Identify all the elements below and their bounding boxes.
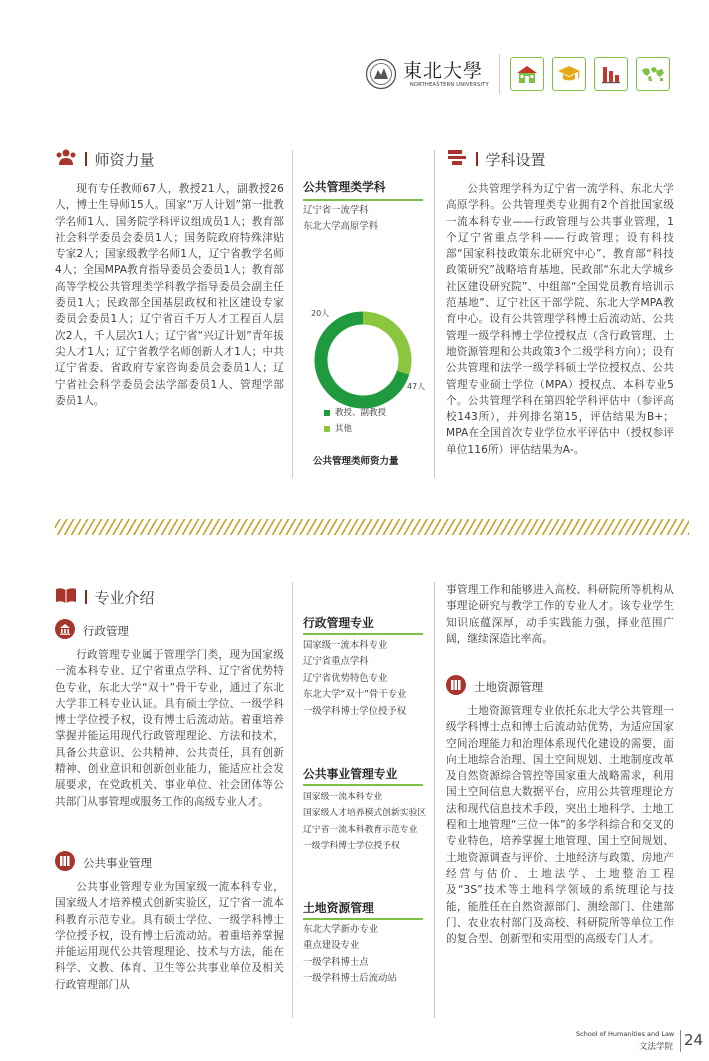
bar-chart-icon [594, 57, 628, 91]
legend-label: 其他 [335, 424, 353, 434]
side-box-land-title: 土地资源管理 [303, 901, 374, 915]
faculty-title: 师资力量 [94, 150, 155, 169]
list-item: 东北大学“双十”骨干专业 [303, 689, 407, 701]
admin-title: 行政管理 [83, 623, 129, 638]
faculty-section-heading [55, 148, 155, 170]
admin-heading [55, 619, 129, 642]
land-title: 土地资源管理 [474, 679, 543, 694]
government-icon [55, 619, 75, 642]
graduation-cap-icon [552, 57, 586, 91]
faculty-text [55, 181, 284, 409]
admin-paragraph: 行政管理专业属于管理学门类，现为国家级一流本科专业、辽宁省重点学科、辽宁省优势特色专业，东北大学“双十”骨干专业，通过了东北大学非工科专业认证。具有硕士学位、一级学科博士学位授予权，设有博士后流动站。着重培养掌握并能运用现代行政管理理论、方法和技术，具备公共意识、公共精神、公共责任，具有创新精神、创业意识和创新创业能力，能适应社会发展要求，在党政机关、事业单位、社会团体等公共部门从事管理或服务工作的高级专业人才。 [55, 649, 284, 808]
land-text [446, 703, 674, 947]
public-affairs-title: 公共事业管理 [83, 855, 152, 870]
page-number: 24 [684, 1031, 704, 1049]
header-divider [499, 54, 500, 94]
university-logo-en: NORTHEASTERN UNIVERSITY [410, 82, 489, 88]
list-item: 国家级一流本科专业 [303, 792, 383, 802]
pie-slice-others [363, 318, 405, 373]
people-icon [55, 148, 77, 170]
discipline-section-heading [446, 148, 546, 170]
public-mgmt-box-list [303, 203, 378, 236]
books-icon [446, 675, 466, 698]
side-box-public-affairs-title: 公共事业管理专业 [303, 767, 398, 781]
public-affairs-text [55, 879, 284, 993]
public-affairs-heading [55, 851, 152, 874]
footer-divider [680, 1030, 681, 1052]
green-underline [303, 633, 423, 635]
side-box-admin-list [303, 638, 406, 720]
column-divider [292, 582, 293, 1018]
public-affairs-continued-text [446, 582, 674, 647]
list-item: 辽宁省优势特色专业 [303, 672, 388, 684]
side-box-admin-title: 行政管理专业 [303, 616, 374, 630]
green-underline [303, 784, 423, 786]
discipline-title: 学科设置 [485, 150, 546, 169]
list-item: 一级学科博士学位授予权 [303, 841, 400, 852]
footer-school-en: School of Humanities and Law [576, 1030, 675, 1038]
majors-section-heading [55, 586, 155, 608]
list-item: 一级学科博士学位授予权 [303, 705, 407, 717]
pie-value-label-others: 20人 [311, 309, 330, 318]
discipline-paragraph: 公共管理学科为辽宁省一流学科、东北大学高原学科。公共管理类专业拥有2个首批国家级一流本科专业——行政管理与公共事业管理，1个辽宁省重点学科——行政管理；设有科技部“国家科技政策东北研究中心”、教育部“科技政策研究”战略培育基地、民政部“东北大学城乡社区建设研究院”、中组部“全国党员教育培训示范基地”、辽宁社区干部学院、东北大学MPA教育中心。设有公共管理学科博士后流动站、公共管理一级学科博士学位授权点（含行政管理、土地资源管理和公共政策3个二级学科方向）；设有公共管理和法学一级学科硕士学位授权点、公共管理专业硕士学位（MPA）授权点、本科专业5个。公共管理学科在第四轮学科评估中（参评高校143所），并列排名第15，评估结果为B+；MPA在全国首次专业学位水平评估中（授权参评单位116所）评估结果为A-。 [446, 183, 674, 456]
university-seal-icon [365, 58, 397, 90]
open-book-icon [55, 586, 77, 608]
land-paragraph: 土地资源管理专业依托东北大学公共管理一级学科博士点和博士后流动站优势，为适应国家空间治理能力和治理体系现代化建设的需要，面向土地综合治理、国土空间规划、土地制度改革及自然资源综合管控等国家重大战略需求，利用国土空间信息大数据平台，应用公共管理理论方法和现代信息技术手段，突出土地科学、土地工程和土地管理“三位一体”的多学科综合和交叉的专业特色，培养掌握土地管理、国土空间规划、土地资源调查与评价、土地经济与政策、房地产经营与估价、土地法学、土地整治工程及“3S”技术等土地科学领域的系统理论与技能，能胜任在自然资源部门、测绘部门、住建部门、农业农村部门及高校、科研院所等单位工作的复合型、创新型和实用型的高级专门人才。 [446, 705, 674, 946]
decorative-stripe [55, 519, 689, 535]
list-item: 辽宁省一流本科教育示范专业 [303, 824, 418, 835]
books-icon [55, 851, 75, 874]
heading-divider [85, 152, 87, 166]
column-divider [292, 150, 293, 478]
public-affairs-continued-paragraph: 事管理工作和能够进入高校、科研院所等机构从事理论研究与教学工作的专业人才。该专业学生知识底蕴深厚，动手实践能力强，择业范围广阔，继续深造比率高。 [446, 584, 674, 645]
footer-school-cn: 文法学院 [639, 1042, 674, 1052]
pie-value-label-professors: 47人 [407, 382, 426, 391]
column-divider [434, 150, 435, 478]
heading-divider [85, 590, 87, 604]
chart-title: 公共管理类师资力量 [313, 456, 399, 467]
admin-text [55, 647, 284, 810]
list-item: 东北大学新办专业 [303, 924, 379, 935]
green-underline [303, 199, 423, 201]
legend-swatch [324, 426, 330, 432]
public-affairs-paragraph: 公共事业管理专业为国家级一流本科专业，国家级人才培养模式创新实验区，辽宁省一流本科教育示范专业。具有硕士学位、一级学科博士学位授予权，设有博士后流动站。着重培养掌握并能运用现代公共管理理论、技术与方法，能在科学、文教、体育、卫生等公共事业单位及相关行政管理部门从 [55, 881, 284, 991]
majors-title: 专业介绍 [94, 588, 155, 607]
legend-item-others [324, 421, 386, 437]
list-item: 一级学科博士点 [303, 956, 369, 968]
header [360, 40, 690, 110]
discipline-text [446, 181, 674, 458]
school-icon [510, 57, 544, 91]
legend-item-professors [324, 405, 386, 421]
list-item: 国家级一流本科专业 [303, 640, 388, 651]
pie-legend [324, 405, 386, 437]
column-divider [434, 582, 435, 1018]
public-mgmt-box-title: 公共管理类学科 [303, 180, 386, 194]
legend-swatch [324, 410, 330, 416]
green-underline [303, 918, 423, 920]
legend-label: 教授、副教授 [335, 408, 387, 418]
list-item: 辽宁省一流学科 [303, 205, 369, 216]
faculty-paragraph: 现有专任教师67人，教授21人，副教授26人，博士生导师15人。国家“万人计划”第一批教学名师1人、国务院学科评议组成员1人；教育部社会科学委员会委员1人；国务院政府特殊津贴专家2人；国家级教学名师1人，辽宁省教学名师4人；全国MPA教育指导委员会委员1人；教育部高等学校公共管理类学科教学指导委员会副主任委员1人；民政部全国基层政权和社区建设专家委员会委员1人；辽宁省百千万人才工程百人层次2人，千人层次1人；辽宁省“兴辽计划”青年拔尖人才1人；辽宁省教学名师创新人才1人；中共辽宁省委、省政府专家咨询委员会委员1人；辽宁省社会科学委员会法学部委员1人、管理学部委员1人。 [55, 183, 284, 407]
list-item: 国家级人才培养模式创新实验区 [303, 808, 427, 819]
world-map-icon [636, 57, 670, 91]
list-item: 辽宁省重点学科 [303, 656, 369, 668]
list-item: 一级学科博士后流动站 [303, 973, 397, 985]
side-box-public-affairs-list [303, 789, 426, 855]
podium-icon [446, 148, 468, 170]
list-item: 重点建设专业 [303, 940, 360, 952]
heading-divider [476, 152, 478, 166]
land-heading [446, 675, 543, 698]
side-box-land-list [303, 922, 397, 988]
list-item: 东北大学高原学科 [303, 221, 379, 233]
university-logo-cn: 東北大學 [403, 60, 484, 82]
